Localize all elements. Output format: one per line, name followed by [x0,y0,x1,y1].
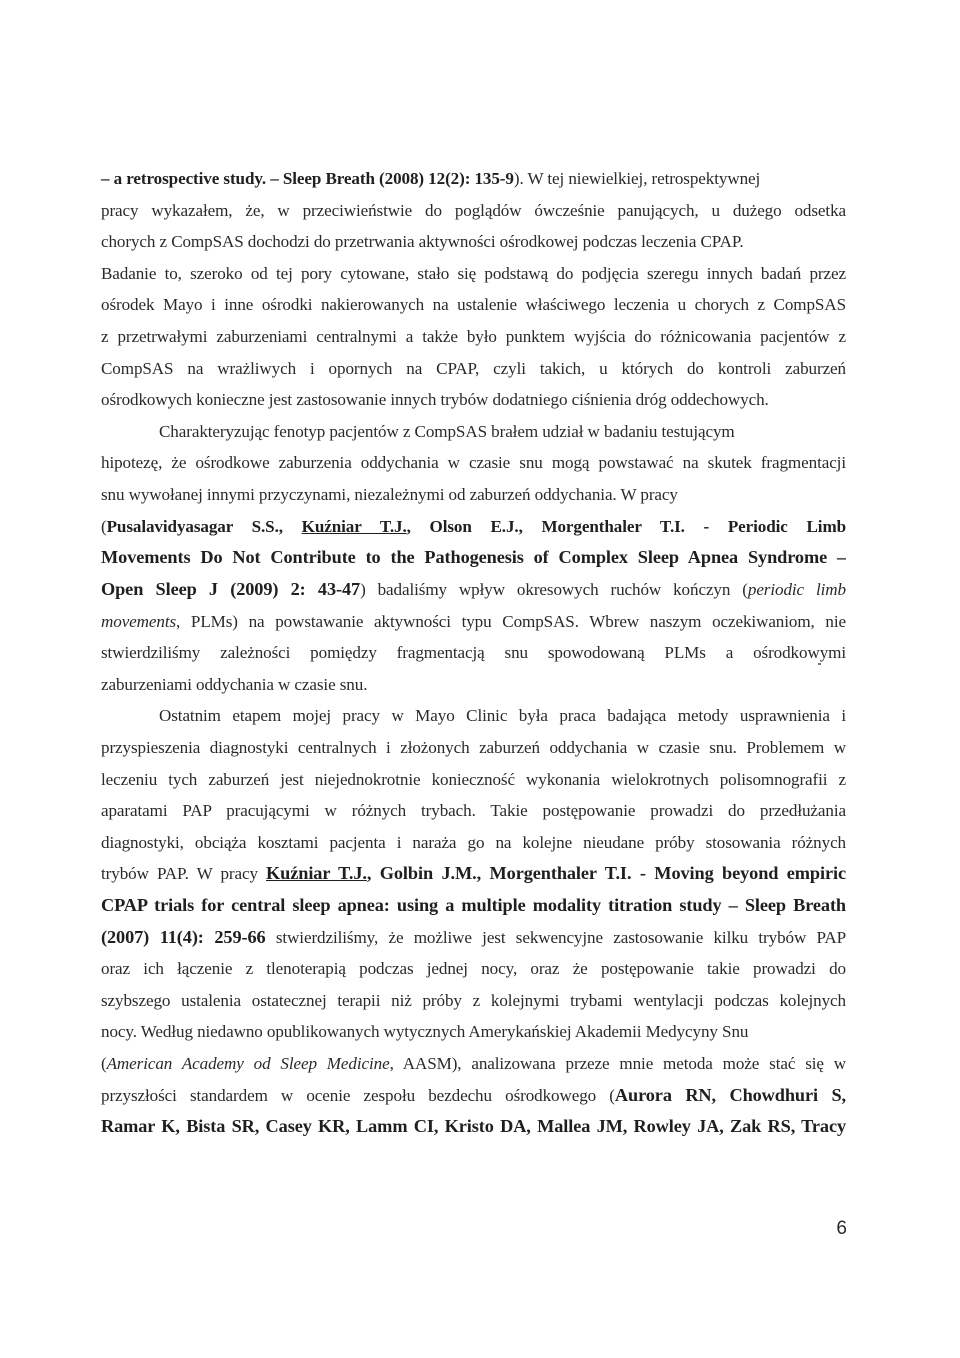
text-segment: aparatami PAP pracującymi w różnych trybach. Takie postępowanie prowadzi do przedłużania [101,801,846,821]
text-line [101,1111,846,1143]
text-line [101,353,846,385]
text-segment: , Golbin J.M., Morgenthaler T.I. - Moving beyond empiric [366,863,846,884]
text-line [101,1048,846,1080]
text-segment: ). W tej niewielkiej, retrospektywnej [513,169,761,188]
text-segment: Badanie to, szeroko od tej pory cytowane, stało się podstawą do podjęcia szeregu innych badań przez [101,263,846,283]
text-line [101,1016,846,1048]
page-number: 6 [836,1218,847,1239]
text-segment: Open Sleep J (2009) 2: 43-47 [101,578,361,599]
text-segment: z przetrwałymi zaburzeniami centralnymi a także było punktem wyjścia do różnicowania pacjentów z [101,327,846,347]
text-segment: ośrodek Mayo i inne ośrodki nakierowanych na ustalenie właściwego leczenia u chorych z CompSAS [101,295,846,315]
text-segment: CPAP trials for central sleep apnea: using a multiple modality titration study – Sleep Breath [101,895,846,916]
text-segment: – a retrospective study. – Sleep Breath (2008) 12(2): 135-9 [101,169,514,188]
text-segment: przyszłości standardem w ocenie zespołu bezdechu ośrodkowego ( [101,1085,615,1105]
text-segment: American Academy od Sleep Medicine [106,1054,390,1074]
text-segment: oraz ich łączenie z tlenoterapią podczas jednej nocy, oraz że postępowanie takie prowadzi do [101,959,846,979]
text-segment: ( [101,1054,107,1074]
text-line [101,985,846,1017]
text-segment: stwierdziliśmy zależności pomiędzy fragmentacją snu spowodowaną PLMs a ośrodkowymi [101,643,846,663]
text-segment: Kuźniar T.J. [266,863,367,884]
text-line [101,669,846,701]
text-segment: , PLMs) na powstawanie aktywności typu CompSAS. Wbrew naszym oczekiwaniom, nie [176,611,846,631]
text-line [101,922,846,954]
text-line [101,732,846,764]
text-segment: chorych z CompSAS dochodzi do przetrwania aktywności ośrodkowej podczas leczenia CPAP. [101,232,744,252]
text-line [101,384,846,416]
text-segment: ośrodkowych konieczne jest zastosowanie innych trybów dodatniego ciśnienia dróg oddechowych. [101,390,769,410]
text-line [101,890,846,922]
text-line [101,511,846,543]
text-line [101,479,846,511]
text-segment: , Olson E.J., Morgenthaler T.I. - Periodic Limb [406,516,846,536]
stray-mark [818,663,821,665]
text-line [101,447,846,479]
body-text [101,163,846,1143]
text-line [101,195,846,227]
text-line [101,542,846,574]
text-line [101,606,846,638]
text-segment: nocy. Według niedawno opublikowanych wytycznych Amerykańskiej Akademii Medycyny Snu [101,1022,749,1042]
text-line [101,795,846,827]
text-line [101,258,846,290]
text-line [101,637,846,669]
text-line [101,574,846,606]
text-segment: pracy wykazałem, że, w przeciwieństwie do poglądów ówcześnie panujących, u dużego odsetka [101,200,846,220]
text-line [101,700,846,732]
text-segment: ) badaliśmy wpływ okresowych ruchów kończyn ( [360,579,748,599]
text-segment: trybów PAP. W pracy [101,864,267,884]
text-segment: zaburzeniami oddychania w czasie snu. [101,674,368,694]
text-segment: leczeniu tych zaburzeń jest niejednokrotnie konieczność wykonania wielokrotnych polisomnografii z [101,769,846,789]
text-line [101,226,846,258]
text-segment: diagnostyki, obciąża kosztami pacjenta i naraża go na kolejne nieudane próby stosowania różnych [101,832,846,852]
text-line [101,289,846,321]
text-segment: (2007) 11(4): 259-66 [101,926,266,947]
text-segment: stwierdziliśmy, że możliwe jest sekwencyjne zastosowanie kilku trybów PAP [265,927,846,947]
text-segment: Ramar K, Bista SR, Casey KR, Lamm CI, Kristo DA, Mallea JM, Rowley JA, Zak RS, Tracy [101,1116,846,1137]
text-segment: snu wywołanej innymi przyczynami, niezależnymi od zaburzeń oddychania. W pracy [101,485,678,505]
text-line [101,953,846,985]
text-segment: , AASM), analizowana przeze mnie metoda może stać się w [389,1054,846,1074]
text-segment: przyspieszenia diagnostyki centralnych i złożonych zaburzeń oddychania w czasie snu. Problemem w [101,737,846,757]
text-segment: szybszego ustalenia ostatecznej terapii niż próby z kolejnymi trybami wentylacji podczas kolejnych [101,990,846,1010]
text-segment: hipotezę, że ośrodkowe zaburzenia oddychania w czasie snu mogą powstawać na skutek fragmentacji [101,453,846,473]
text-line [101,321,846,353]
text-segment: Kuźniar T.J. [301,516,407,536]
text-segment: periodic limb [747,579,846,599]
text-line [101,827,846,859]
text-line [101,416,846,448]
text-segment: Ostatnim etapem mojej pracy w Mayo Clinic była praca badająca metody usprawnienia i [159,706,846,726]
text-segment: movements [101,611,177,631]
text-line [101,764,846,796]
text-line [101,858,846,890]
text-segment: ( [101,516,107,536]
text-segment: Movements Do Not Contribute to the Pathogenesis of Complex Sleep Apnea Syndrome – [101,547,846,568]
text-segment: Charakteryzując fenotyp pacjentów z CompSAS brałem udział w badaniu testującym [159,421,735,441]
text-line [101,163,846,195]
text-segment: Pusalavidyasagar S.S., [106,516,302,536]
text-segment: CompSAS na wrażliwych i opornych na CPAP, czyli takich, u których do kontroli zaburzeń [101,358,846,378]
text-segment: Aurora RN, Chowdhuri S, [614,1084,846,1105]
text-line [101,1080,846,1112]
